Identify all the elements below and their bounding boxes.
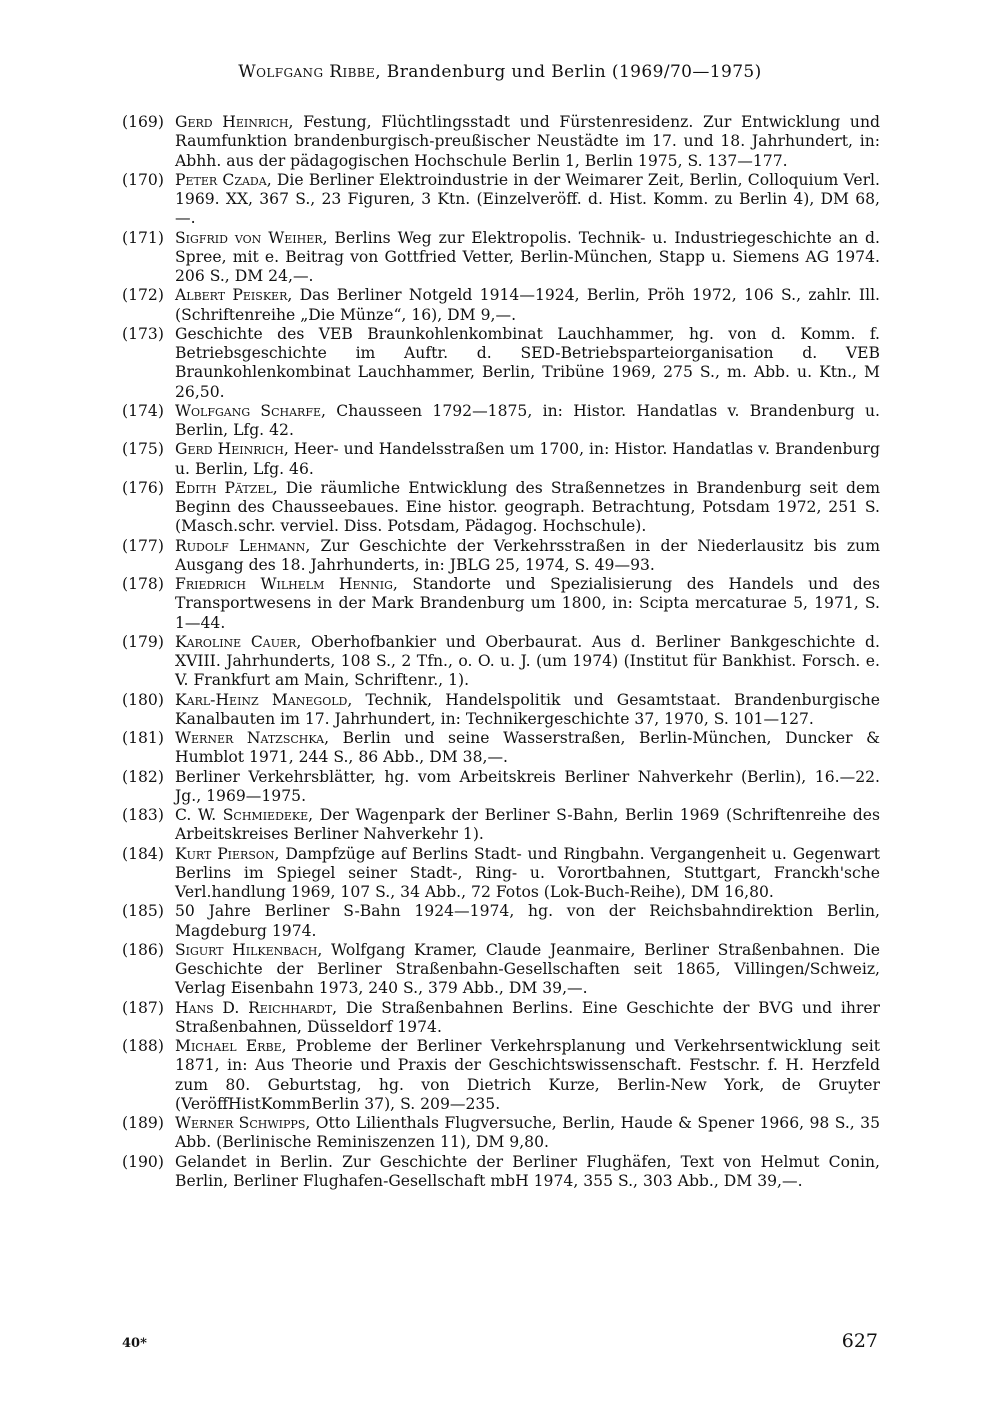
bibliography-entry (122, 402, 880, 441)
bibliography-entry (122, 171, 880, 229)
bibliography-entry (122, 806, 880, 845)
entry-author: Friedrich Wilhelm Hennig (175, 575, 393, 593)
entry-author: Sigfrid von Weiher (175, 228, 323, 247)
entry-text: , Oberhofbankier und Oberbaurat. Aus d. Berliner Bankgeschichte d. XVIII. Jahrhunderts, 108 S., 2 Tfn., o. O. u. J. (um 1974) (Institut für Bankhist. Forsch. e. V. Frankfurt am Main, Schriftenr., 1). (175, 632, 880, 690)
bibliography-list (122, 113, 880, 1191)
bibliography-entry (122, 575, 880, 633)
entry-text: , Die räumliche Entwicklung des Straßennetzes in Brandenburg seit dem Beginn des Chausseebaues. Eine histor. geograph. Betrachtung, Potsdam 1972, 251 S. (Masch.schr. verviel. Diss. Potsdam, Pädagog. Hochschule). (175, 478, 880, 536)
entry-text: , Zur Geschichte der Verkehrsstraßen in der Niederlausitz bis zum Ausgang des 18. Jahrhunderts, in: JBLG 25, 1974, S. 49—93. (175, 536, 880, 574)
entry-number: (174) (122, 401, 164, 420)
entry-number: (180) (122, 690, 164, 709)
entry-number: (185) (122, 902, 164, 921)
entry-text: , Das Berliner Notgeld 1914—1924, Berlin, Pröh 1972, 106 S., zahlr. Ill. (Schriftenreihe „Die Münze“, 16), DM 9,—. (175, 286, 881, 324)
entry-text: , Otto Lilienthals Flugversuche, Berlin, Haude & Spener 1966, 98 S., 35 Abb. (Berlinische Reminiszenzen 11), DM 9,80. (175, 1114, 880, 1152)
bibliography-entry (122, 286, 880, 325)
bibliography-entry (122, 633, 880, 691)
bibliography-entry (122, 999, 880, 1038)
entry-text: Berliner Verkehrsblätter, hg. vom Arbeitskreis Berliner Nahverkehr (Berlin), 16.—22. Jg., 1969—1975. (175, 767, 880, 805)
entry-number: (169) (122, 113, 164, 131)
bibliography-entry (122, 729, 880, 768)
bibliography-entry (122, 941, 880, 999)
entry-author: Wolfgang Scharfe (175, 401, 322, 420)
entry-author: Kurt Pierson (175, 844, 275, 863)
entry-author: Gerd Heinrich (175, 113, 289, 131)
entry-number: (181) (122, 729, 164, 747)
running-head-title: , Brandenburg und Berlin (1969/70—1975) (375, 62, 762, 82)
entry-text: , Chausseen 1792—1875, in: Histor. Handatlas v. Brandenburg u. Berlin, Lfg. 42. (175, 401, 880, 439)
entry-text: , Die Straßenbahnen Berlins. Eine Geschichte der BVG und ihrer Straßenbahnen, Düsseldorf 1974. (175, 998, 880, 1036)
entry-author: Rudolf Lehmann (175, 536, 306, 555)
entry-number: (184) (122, 844, 164, 863)
entry-number: (183) (122, 806, 164, 824)
entry-number: (176) (122, 478, 164, 497)
entry-author: Karoline Cauer (175, 632, 297, 651)
bibliography-entry (122, 113, 880, 171)
entry-text: , Dampfzüge auf Berlins Stadt- und Ringbahn. Vergangenheit u. Gegenwart Berlins im Spiegel seiner Stadt-, Ring- u. Vorortbahnen, Stuttgart, Franckh'sche Verl.handlung 1969, 107 S., 34 Abb., 72 Fotos (Lok-Buch-Reihe), DM 16,80. (175, 844, 880, 901)
bibliography-entry (122, 768, 880, 807)
entry-author: Gerd Heinrich (175, 440, 284, 459)
entry-text: , Standorte und Spezialisierung des Handels und des Transportwesens in der Mark Brandenburg um 1800, in: Scipta mercaturae 5, 1971, S. 1—44. (175, 575, 880, 632)
entry-text: , Festung, Flüchtlingsstadt und Fürstenresidenz. Zur Entwicklung und Raumfunktion brandenburgisch-preußischer Neustädte im 17. und 18. Jahrhundert, in: Abhh. aus der pädagogischen Hochschule Berlin 1, Berlin 1975, S. 137—177. (175, 113, 881, 170)
bibliography-entry (122, 229, 880, 287)
bibliography-entry (122, 440, 880, 479)
entry-author: Werner Natzschka (175, 729, 325, 747)
entry-number: (179) (122, 632, 164, 651)
entry-author: Werner Schwipps (175, 1114, 306, 1132)
entry-number: (177) (122, 536, 164, 555)
entry-author: Karl-Heinz Manegold (175, 690, 348, 709)
running-head-author: Wolfgang Ribbe (238, 62, 376, 82)
entry-number: (189) (122, 1114, 164, 1132)
entry-author: Hans D. Reichhardt (175, 998, 333, 1017)
entry-text: Gelandet in Berlin. Zur Geschichte der Berliner Flughäfen, Text von Helmut Conin, Berlin, Berliner Flughafen-Gesellschaft mbH 1974, 355 S., 303 Abb., DM 39,—. (175, 1152, 880, 1190)
bibliography-entry (122, 479, 880, 537)
entry-text: 50 Jahre Berliner S-Bahn 1924—1974, hg. von der Reichsbahndirektion Berlin, Magdeburg 1974. (175, 902, 880, 940)
entry-text: , Heer- und Handelsstraßen um 1700, in: Histor. Handatlas v. Brandenburg u. Berlin, Lfg. 46. (175, 440, 880, 478)
entry-author: Albert Peisker (175, 286, 288, 305)
entry-text: , Der Wagenpark der Berliner S-Bahn, Berlin 1969 (Schriftenreihe des Arbeitskreises Berliner Nahverkehr 1). (175, 806, 880, 844)
bibliography-entry (122, 691, 880, 730)
entry-author: Peter Czada (175, 170, 267, 189)
bibliography-entry (122, 1037, 880, 1114)
bibliography-entry (122, 537, 880, 576)
entry-author: C. W. Schmiedeke (175, 806, 309, 824)
entry-author: Edith Pätzel (175, 478, 273, 497)
entry-number: (188) (122, 1037, 164, 1055)
entry-text: Geschichte des VEB Braunkohlenkombinat Lauchhammer, hg. von d. Komm. f. Betriebsgeschichte im Auftr. d. SED-Betriebsparteiorganisation d. VEB Braunkohlenkombinat Lauchhammer, Berlin, Tribüne 1969, 275 S., m. Abb. u. Ktn., M 26,50. (175, 324, 880, 401)
entry-author: Sigurt Hilkenbach (175, 940, 318, 959)
entry-number: (182) (122, 767, 164, 786)
entry-text: , Probleme der Berliner Verkehrsplanung und Verkehrsentwicklung seit 1871, in: Aus Theorie und Praxis der Geschichtswissenschaft. Festschr. f. H. Herzfeld zum 80. Geburtstag, hg. von Dietrich Kurze, Berlin-New York, de Gruyter (VeröffHistKommBerlin 37), S. 209—235. (175, 1037, 880, 1113)
entry-number: (170) (122, 170, 164, 189)
entry-number: (173) (122, 324, 164, 343)
bibliography-entry (122, 845, 880, 903)
bibliography-entry (122, 902, 880, 941)
bibliography-entry (122, 325, 880, 402)
entry-text: , Berlins Weg zur Elektropolis. Technik- u. Industriegeschichte an d. Spree, mit e. Beitrag von Gottfried Vetter, Berlin-München, Stapp u. Siemens AG 1974. 206 S., DM 24,—. (175, 228, 880, 285)
signature-mark: 40* (122, 1336, 147, 1351)
entry-number: (190) (122, 1152, 164, 1171)
entry-text: , Technik, Handelspolitik und Gesamtstaat. Brandenburgische Kanalbauten im 17. Jahrhundert, in: Technikergeschichte 37, 1970, S. 101—127. (175, 690, 880, 728)
entry-text: , Wolfgang Kramer, Claude Jeanmaire, Berliner Straßenbahnen. Die Geschichte der Berliner Straßenbahn-Gesellschaften seit 1865, Villingen/Schweiz, Verlag Eisenbahn 1973, 240 S., 379 Abb., DM 39,—. (175, 940, 880, 998)
entry-number: (187) (122, 998, 164, 1017)
running-head (0, 62, 1000, 82)
entry-number: (178) (122, 575, 164, 593)
entry-text: , Berlin und seine Wasserstraßen, Berlin-München, Duncker & Humblot 1971, 244 S., 86 Abb., DM 38,—. (175, 729, 880, 767)
bibliography-entry (122, 1153, 880, 1192)
page-number: 627 (841, 1330, 878, 1352)
entry-number: (186) (122, 940, 164, 959)
entry-text: , Die Berliner Elektroindustrie in der Weimarer Zeit, Berlin, Colloquium Verl. 1969. XX, 367 S., 23 Figuren, 3 Ktn. (Einzelveröff. d. Hist. Komm. zu Berlin 4), DM 68,—. (175, 170, 880, 228)
entry-author: Michael Erbe (175, 1037, 282, 1055)
entry-number: (175) (122, 440, 164, 459)
bibliography-entry (122, 1114, 880, 1153)
entry-number: (171) (122, 228, 164, 247)
entry-number: (172) (122, 286, 164, 305)
